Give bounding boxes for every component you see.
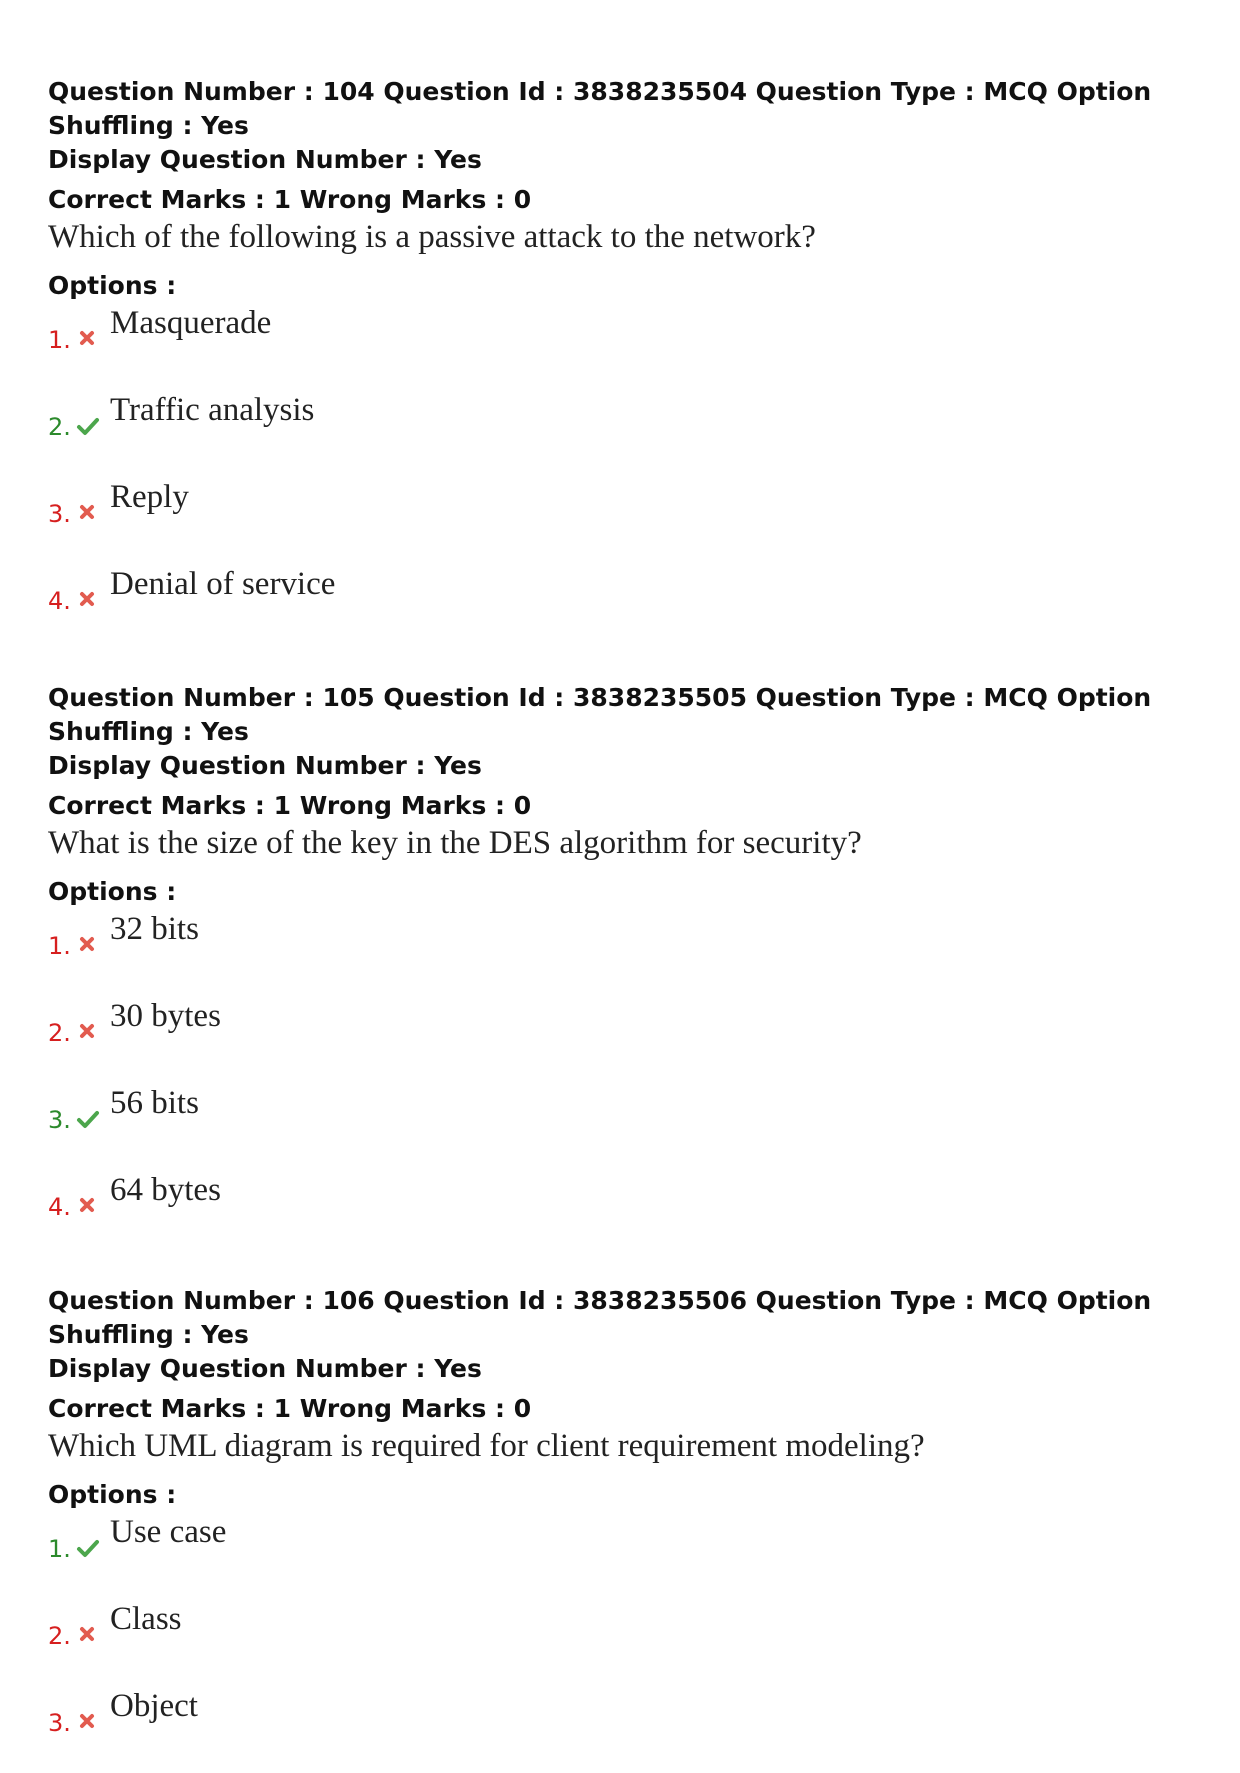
options-list	[48, 909, 1208, 1257]
cross-icon	[76, 929, 100, 959]
cross-icon	[76, 1619, 100, 1649]
question-meta-line: Question Number : 104 Question Id : 3838235504 Question Type : MCQ Option Shuffling : Yes	[48, 77, 1152, 140]
option-number: 4.	[48, 587, 71, 615]
checkmark-icon	[76, 410, 100, 440]
checkmark-icon	[76, 1532, 100, 1562]
marks-line: Correct Marks : 1 Wrong Marks : 0	[48, 1394, 532, 1423]
question-block-105	[48, 681, 1208, 1257]
question-text: Which UML diagram is required for client requirement modeling?	[48, 1428, 925, 1464]
option-text: Traffic analysis	[110, 392, 315, 428]
question-block-106	[48, 1284, 1208, 1773]
question-text: Which of the following is a passive attack to the network?	[48, 219, 816, 255]
cross-icon	[76, 497, 100, 527]
option-number: 2.	[48, 413, 71, 441]
option-text: Use case	[110, 1514, 227, 1550]
option-number: 1.	[48, 326, 71, 354]
cross-icon	[76, 1706, 100, 1736]
options-list	[48, 1512, 1208, 1773]
option-item	[48, 564, 1208, 651]
marks-line: Correct Marks : 1 Wrong Marks : 0	[48, 791, 532, 820]
option-number: 2.	[48, 1622, 71, 1650]
option-text: Object	[110, 1688, 198, 1724]
option-item	[48, 1512, 1208, 1599]
option-item	[48, 996, 1208, 1083]
option-item	[48, 390, 1208, 477]
cross-icon	[76, 1016, 100, 1046]
option-number: 3.	[48, 1709, 71, 1737]
option-number: 1.	[48, 1535, 71, 1563]
option-number: 4.	[48, 1193, 71, 1221]
question-meta-line: Question Number : 105 Question Id : 3838235505 Question Type : MCQ Option Shuffling : Yes	[48, 683, 1152, 746]
option-text: Class	[110, 1601, 182, 1637]
question-block-104	[48, 75, 1208, 651]
question-meta-line: Question Number : 106 Question Id : 3838235506 Question Type : MCQ Option Shuffling : Yes	[48, 1286, 1152, 1349]
options-list	[48, 303, 1208, 651]
option-number: 1.	[48, 932, 71, 960]
option-number: 3.	[48, 1106, 71, 1134]
display-question-number: Display Question Number : Yes	[48, 751, 482, 780]
checkmark-icon	[76, 1103, 100, 1133]
options-label: Options :	[48, 877, 177, 906]
display-question-number: Display Question Number : Yes	[48, 1354, 482, 1383]
option-item	[48, 303, 1208, 390]
option-item	[48, 909, 1208, 996]
option-text: 30 bytes	[110, 998, 221, 1034]
display-question-number: Display Question Number : Yes	[48, 145, 482, 174]
options-label: Options :	[48, 1480, 177, 1509]
cross-icon	[76, 584, 100, 614]
option-text: 32 bits	[110, 911, 199, 947]
option-item	[48, 1686, 1208, 1773]
option-item	[48, 1083, 1208, 1170]
option-text: Masquerade	[110, 305, 272, 341]
option-item	[48, 477, 1208, 564]
option-number: 2.	[48, 1019, 71, 1047]
cross-icon	[76, 323, 100, 353]
option-text: 56 bits	[110, 1085, 199, 1121]
option-text: 64 bytes	[110, 1172, 221, 1208]
option-text: Denial of service	[110, 566, 336, 602]
option-item	[48, 1170, 1208, 1257]
marks-line: Correct Marks : 1 Wrong Marks : 0	[48, 185, 532, 214]
option-number: 3.	[48, 500, 71, 528]
option-item	[48, 1599, 1208, 1686]
cross-icon	[76, 1190, 100, 1220]
question-text: What is the size of the key in the DES algorithm for security?	[48, 825, 862, 861]
options-label: Options :	[48, 271, 177, 300]
option-text: Reply	[110, 479, 189, 515]
